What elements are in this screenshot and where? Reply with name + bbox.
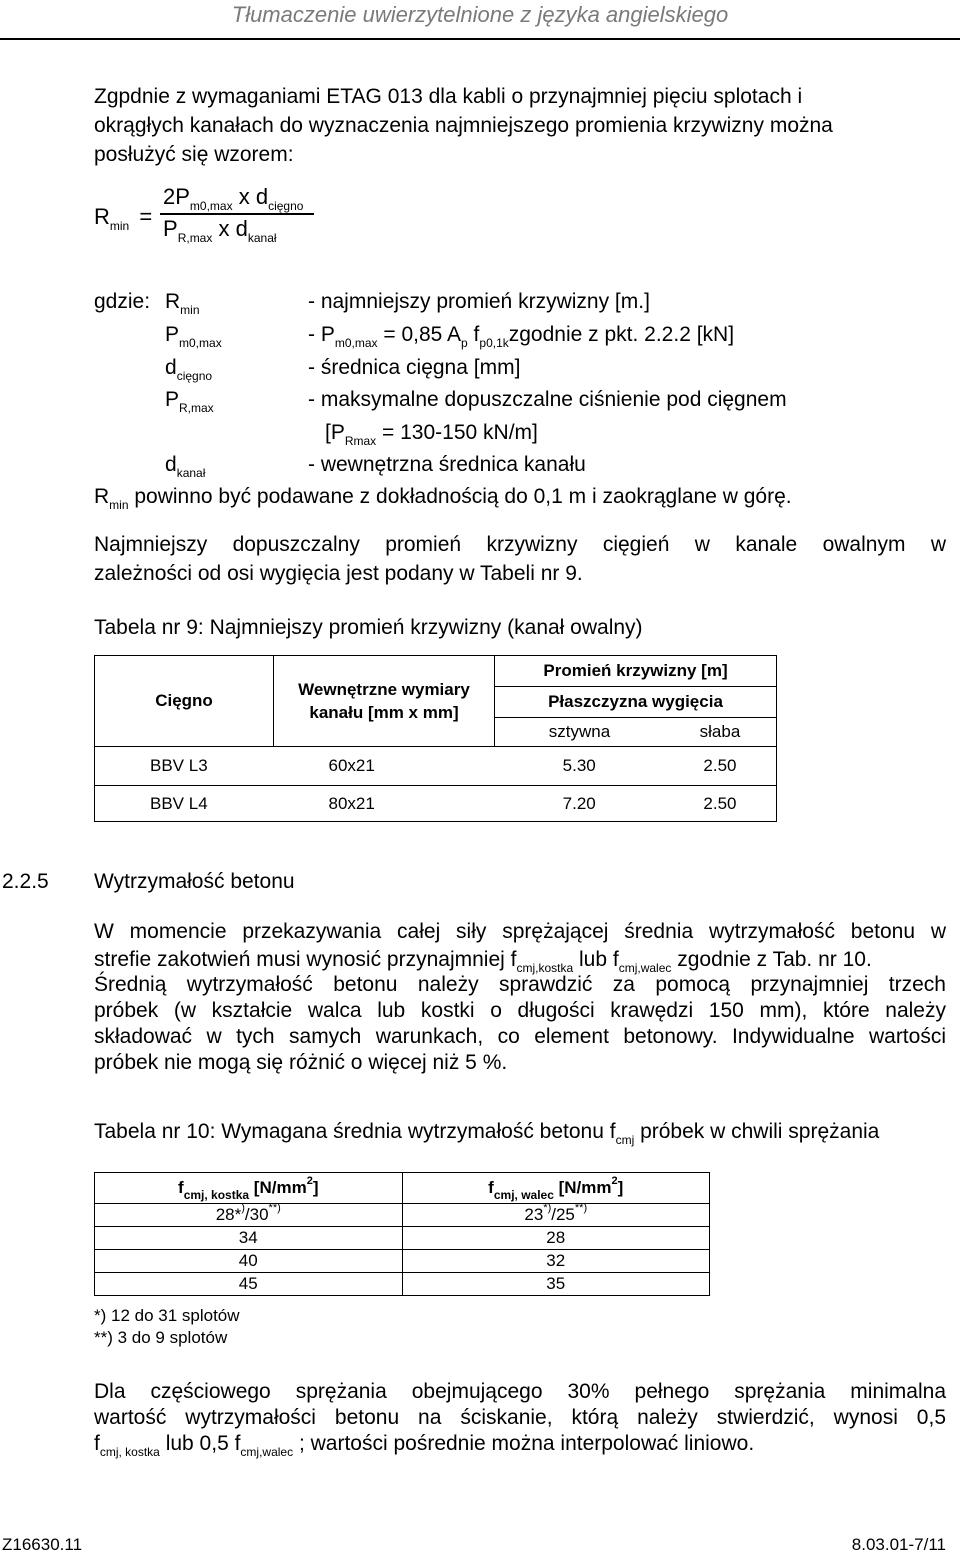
table9-row-weak: 2.50 bbox=[664, 747, 777, 786]
footer-document-number: Z16630.11 bbox=[2, 1535, 83, 1554]
table9-caption: Tabela nr 9: Najmniejszy promień krzywizny (kanał owalny) bbox=[94, 616, 643, 639]
table9-header-stiff: sztywna bbox=[495, 718, 664, 747]
table10-cell-cube: 28*)/30**) bbox=[95, 1204, 403, 1227]
para3-line-4: próbek (w kształcie walca lub kostki o długości krawędzi 150 mm), które należy bbox=[94, 999, 946, 1022]
footer-page-reference: 8.03.01-7/11 bbox=[851, 1535, 946, 1554]
def-desc-dciegno: - średnica cięgna [mm] bbox=[308, 356, 521, 379]
table10-cell-cube: 34 bbox=[95, 1227, 403, 1250]
intro-line-2: okrągłych kanałach do wyznaczenia najmniejszego promienia krzywizny można bbox=[94, 114, 833, 137]
def-desc-rmin: - najmniejszy promień krzywizny [m.] bbox=[308, 290, 650, 313]
def-symbol-dciegno: $d_{cięgno}$ bbox=[165, 356, 213, 383]
document-header-title: Tłumaczenie uwierzytelnione z języka angielskiego bbox=[231, 2, 729, 27]
table10-cell-cylinder: 28 bbox=[402, 1227, 710, 1250]
table10-cell-cylinder: 23*)/25**) bbox=[402, 1204, 710, 1227]
para2-line-1: Najmniejszy dopuszczalny promień krzywizny cięgień w kanale owalnym w bbox=[94, 533, 946, 556]
table10-caption: Tabela nr 10: Wymagana średnia wytrzymałość betonu $f_{cmj}$ próbek w chwili sprężania bbox=[94, 1120, 880, 1147]
table10-header-cube: $f_{cmj, kostka}$ $[N/mm^2]$ bbox=[95, 1173, 403, 1204]
section-title: Wytrzymałość betonu bbox=[94, 870, 295, 893]
table10-footnote-2: **) 3 do 9 splotów bbox=[94, 1328, 228, 1347]
table10-footnote-1: *) 12 do 31 splotów bbox=[94, 1306, 240, 1325]
table9-row-stiff: 5.30 bbox=[495, 747, 664, 786]
para3-line-1: W momencie przekazywania całej siły sprężającej średnia wytrzymałość betonu w bbox=[94, 920, 946, 943]
table9-header-plane: Płaszczyzna wygięcia bbox=[495, 687, 777, 718]
header-divider bbox=[0, 38, 960, 40]
section-number: 2.2.5 bbox=[2, 870, 49, 893]
def-desc-dkanal: - wewnętrzna średnica kanału bbox=[308, 453, 586, 476]
para3-line-6: próbek nie mogą się różnić o więcej niż 5 %. bbox=[94, 1051, 508, 1074]
def-desc-pm0max: - $P_{m0,max} = 0,85$ $A_p$ $f_{p0,1k}zgodnie$ z pkt. 2.2.2 [kN] bbox=[308, 323, 735, 350]
def-symbol-prmax: $P_{R,max}$ bbox=[165, 388, 214, 415]
table9-header-weak: słaba bbox=[664, 718, 777, 747]
table9-header-tendon: Cięgno bbox=[95, 656, 274, 747]
para4-line-3: $f_{cmj, kostka}$ lub 0,5 $f_{cmj,walec}$ ; wartości pośrednie można interpolować liniowo. bbox=[94, 1432, 755, 1459]
table10-cell-cube: 45 bbox=[95, 1273, 403, 1296]
para3-line-3: Średnią wytrzymałość betonu należy sprawdzić za pomocą przynajmniej trzech bbox=[94, 973, 946, 996]
formula-lhs: $R_{min}$ = bbox=[94, 204, 153, 233]
table9-row-dims: 80x21 bbox=[274, 786, 495, 822]
table9-header-radius: Promień krzywizny [m] bbox=[495, 656, 777, 687]
definitions-label: gdzie: bbox=[94, 290, 151, 313]
table9-row-weak: 2.50 bbox=[664, 786, 777, 822]
para4-line-2: wartość wytrzymałości betonu na ściskanie, którą należy stwierdzić, wynosi 0,5 bbox=[94, 1406, 946, 1429]
def-desc-prmax: - maksymalne dopuszczalne ciśnienie pod cięgnem bbox=[308, 388, 787, 411]
def-symbol-rmin: $R_{min}$ bbox=[165, 290, 200, 317]
para3-line-5: składować w tych samych warunkach, co element betonowy. Indywidualne wartości bbox=[94, 1025, 946, 1048]
rmin-rounding-note: $R_{min}$ powinno być podawane z dokładnością do 0,1 m i zaokrąglane w górę. bbox=[94, 485, 792, 512]
def-desc-prmax-range: [$P_{Rmax} = 130-150$ kN/m] bbox=[325, 421, 538, 448]
formula-denominator: $P_{R,max}$ x $d_{kanał}$ bbox=[163, 216, 277, 245]
table10-cell-cylinder: 32 bbox=[402, 1250, 710, 1273]
table10-cell-cylinder: 35 bbox=[402, 1273, 710, 1296]
table9-row-stiff: 7.20 bbox=[495, 786, 664, 822]
para2-line-2: zależności od osi wygięcia jest podany w Tabeli nr 9. bbox=[94, 562, 583, 585]
table9-row-tendon: BBV L4 bbox=[95, 786, 274, 822]
table9-row-tendon: BBV L3 bbox=[95, 747, 274, 786]
intro-line-1: Zgpdnie z wymaganiami ETAG 013 dla kabli o przynajmniej pięciu splotach i bbox=[94, 85, 803, 108]
table10 bbox=[94, 1172, 710, 1296]
table9 bbox=[94, 655, 777, 822]
table9-header-dims: Wewnętrzne wymiary kanału [mm x mm] bbox=[274, 656, 495, 747]
def-symbol-pm0max: $P_{m0,max}$ bbox=[165, 323, 222, 350]
para3-line-2: strefie zakotwień musi wynosić przynajmniej $f_{cmj,kostka}$ lub $f_{cmj,walec}$ zgodnie z Tab. nr 10. bbox=[94, 948, 872, 975]
table10-cell-cube: 40 bbox=[95, 1250, 403, 1273]
table10-header-cylinder: $f_{cmj, walec}$ $[N/mm^2]$ bbox=[402, 1173, 710, 1204]
table9-row-dims: 60x21 bbox=[274, 747, 495, 786]
para4-line-1: Dla częściowego sprężania obejmującego 30% pełnego sprężania minimalna bbox=[94, 1380, 946, 1403]
def-symbol-dkanal: $d_{kanał}$ bbox=[165, 453, 206, 480]
intro-line-3: posłużyć się wzorem: bbox=[94, 143, 294, 166]
formula-fraction-bar bbox=[160, 213, 314, 215]
formula-numerator: $2P_{m0,max}$ x $d_{cięgno}$ bbox=[163, 184, 304, 213]
